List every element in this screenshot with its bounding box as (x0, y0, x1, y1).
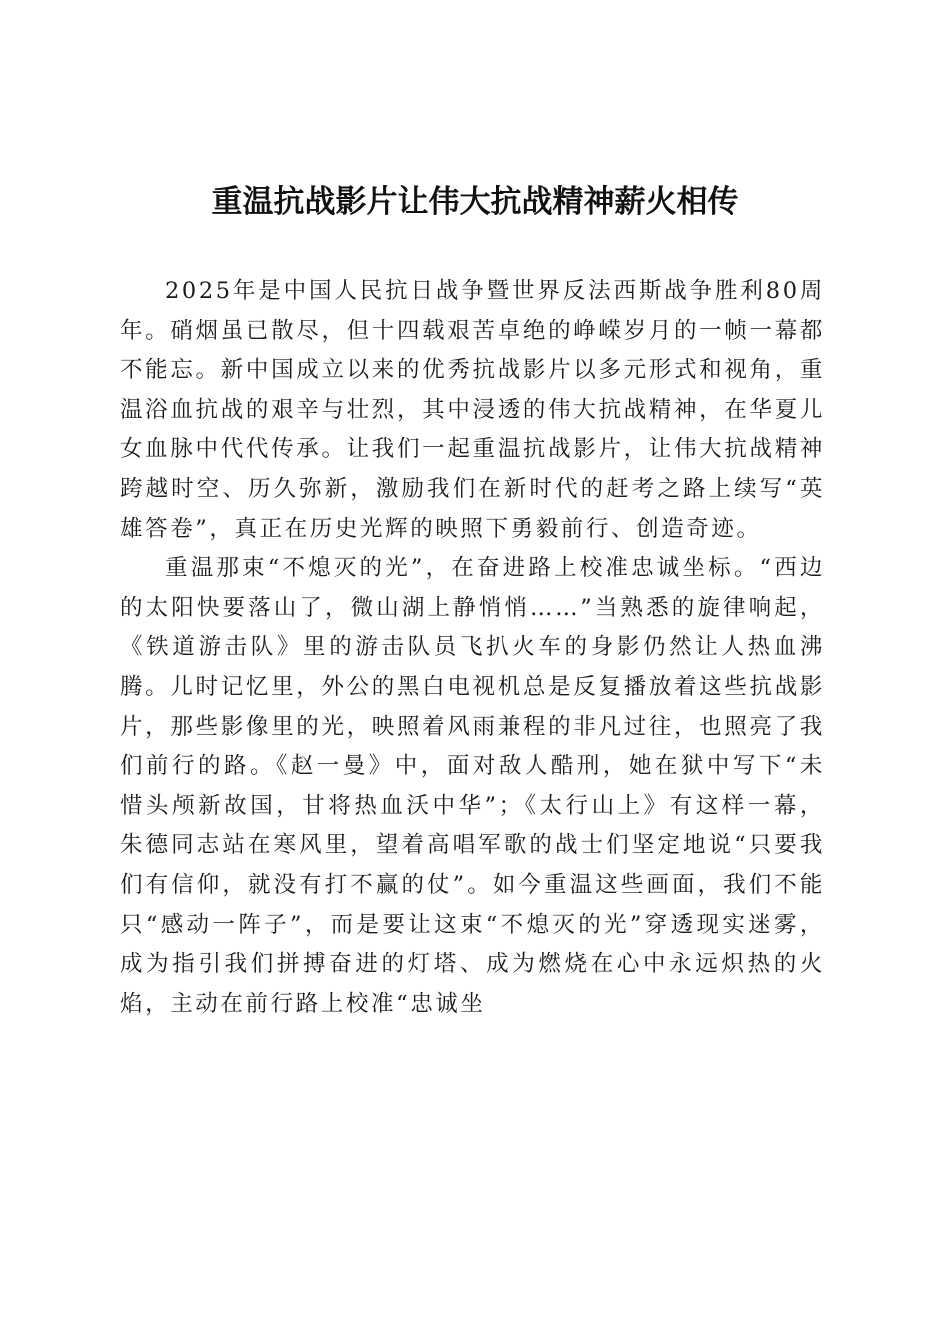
paragraph-1: 2025年是中国人民抗日战争暨世界反法西斯战争胜利80周年。硝烟虽已散尽，但十四载艰苦卓绝的峥嵘岁月的一帧一幕都不能忘。新中国成立以来的优秀抗战影片以多元形式和视角，重温浴血抗战的艰辛与壮烈，其中浸透的伟大抗战精神，在华夏儿女血脉中代代传承。让我们一起重温抗战影片，让伟大抗战精神跨越时空、历久弥新，激励我们在新时代的赶考之路上续写“英雄答卷”，真正在历史光辉的映照下勇毅前行、创造奇迹。 (120, 278, 825, 542)
document-body (120, 272, 825, 1024)
document-title: 重温抗战影片让伟大抗战精神薪火相传 (211, 184, 739, 220)
paragraph-2: 重温那束“不熄灭的光”，在奋进路上校准忠诚坐标。“西边的太阳快要落山了，微山湖上静悄悄……”当熟悉的旋律响起，《铁道游击队》里的游击队员飞扒火车的身影仍然让人热血沸腾。儿时记忆里，外公的黑白电视机总是反复播放着这些抗战影片，那些影像里的光，映照着风雨兼程的非凡过往，也照亮了我们前行的路。《赵一曼》中，面对敌人酷刑，她在狱中写下“未惜头颅新故国，甘将热血沃中华”；《太行山上》有这样一幕，朱德同志站在寒风里，望着高唱军歌的战士们坚定地说“只要我们有信仰，就没有打不赢的仗”。如今重温这些画面，我们不能只“感动一阵子”，而是要让这束“不熄灭的光”穿透现实迷雾，成为指引我们拼搏奋进的灯塔、成为燃烧在心中永远炽热的火焰，主动在前行路上校准“忠诚坐 (120, 555, 825, 1017)
